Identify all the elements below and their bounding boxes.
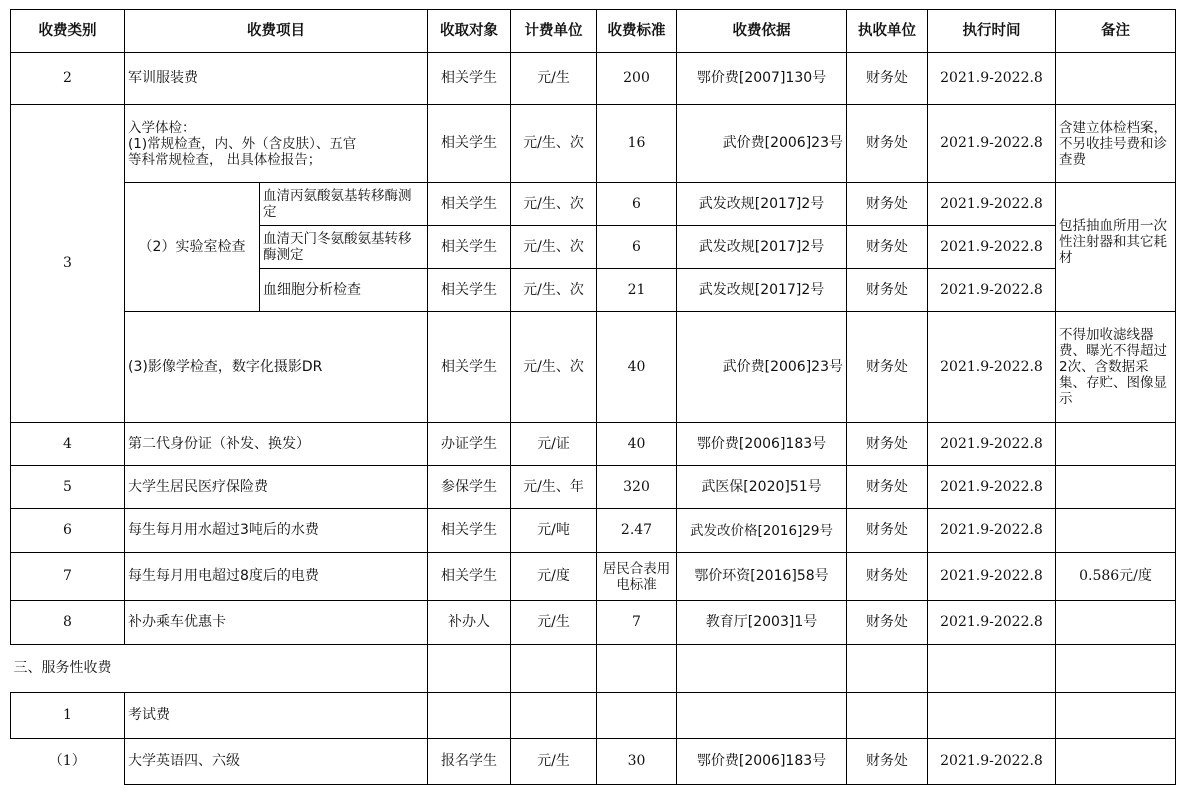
collector-cell: 财务处	[847, 601, 928, 645]
item-cell: 血细胞分析检查	[260, 269, 428, 312]
header-note: 备注	[1056, 10, 1176, 53]
empty-cell	[928, 693, 1056, 739]
basis-cell: 武价费[2006]23号	[677, 105, 847, 183]
period-cell: 2021.9-2022.8	[928, 423, 1056, 466]
note-cell: 不得加收滤线器费、曝光不得超过2次、含数据采集、存贮、图像显示	[1056, 312, 1176, 423]
empty-cell	[847, 645, 928, 693]
unit-cell: 元/生、次	[511, 105, 597, 183]
standard-cell: 200	[597, 53, 677, 105]
empty-cell	[1056, 693, 1176, 739]
unit-cell: 元/生	[511, 739, 597, 785]
standard-cell: 2.47	[597, 509, 677, 553]
period-cell: 2021.9-2022.8	[928, 105, 1056, 183]
basis-cell: 教育厅[2003]1号	[677, 601, 847, 645]
note-cell	[1056, 53, 1176, 105]
collector-cell: 财务处	[847, 53, 928, 105]
period-cell: 2021.9-2022.8	[928, 466, 1056, 509]
category-cell: 7	[11, 553, 125, 601]
item-cell: 大学生居民医疗保险费	[125, 466, 428, 509]
header-collector: 执收单位	[847, 10, 928, 53]
target-cell: 报名学生	[428, 739, 511, 785]
unit-cell: 元/生、年	[511, 466, 597, 509]
standard-cell: 16	[597, 105, 677, 183]
note-cell	[1056, 423, 1176, 466]
target-cell: 相关学生	[428, 553, 511, 601]
category-cell: 3	[11, 105, 125, 423]
note-cell: 包括抽血所用一次性注射器和其它耗材	[1056, 183, 1176, 312]
basis-cell: 武发改规[2017]2号	[677, 269, 847, 312]
unit-cell: 元/度	[511, 553, 597, 601]
empty-cell	[597, 645, 677, 693]
item-cell: 第二代身份证（补发、换发）	[125, 423, 428, 466]
item-cell: 血清天门冬氨酸氨基转移酶测定	[260, 226, 428, 269]
category-cell: 2	[11, 53, 125, 105]
collector-cell: 财务处	[847, 466, 928, 509]
category-cell: 6	[11, 509, 125, 553]
target-cell: 参保学生	[428, 466, 511, 509]
target-cell: 相关学生	[428, 226, 511, 269]
period-cell: 2021.9-2022.8	[928, 183, 1056, 226]
fee-table	[10, 9, 1176, 785]
target-cell: 相关学生	[428, 312, 511, 423]
empty-cell	[677, 645, 847, 693]
header-row	[11, 10, 1176, 53]
category-cell: （1）	[48, 753, 86, 770]
basis-cell: 鄂价费[2006]183号	[677, 423, 847, 466]
note-cell	[1056, 466, 1176, 509]
basis-cell: 武发改规[2017]2号	[677, 183, 847, 226]
category-cell: 4	[11, 423, 125, 466]
standard-cell: 7	[597, 601, 677, 645]
item-line: 等科常规检查， 出具体检报告；	[128, 151, 322, 168]
standard-cell: 6	[597, 226, 677, 269]
unit-cell: 元/生、次	[511, 183, 597, 226]
table-row	[11, 312, 1176, 423]
section-row	[11, 645, 1176, 693]
standard-cell: 40	[597, 312, 677, 423]
header-item: 收费项目	[125, 10, 428, 53]
note-cell	[1056, 601, 1176, 645]
item-cell: 每生每月用水超过3吨后的水费	[125, 509, 428, 553]
standard-cell: 320	[597, 466, 677, 509]
table-row	[11, 105, 1176, 183]
note-cell	[1056, 739, 1176, 785]
item-cell: 每生每月用电超过8度后的电费	[125, 553, 428, 601]
header-basis: 收费依据	[677, 10, 847, 53]
item-cell: 补办乘车优惠卡	[125, 601, 428, 645]
table-row	[11, 693, 1176, 739]
period-cell: 2021.9-2022.8	[928, 553, 1056, 601]
collector-cell: 财务处	[847, 105, 928, 183]
collector-cell: 财务处	[847, 183, 928, 226]
empty-cell	[428, 693, 511, 739]
table-row	[11, 183, 1176, 226]
header-standard: 收费标准	[597, 10, 677, 53]
header-category: 收费类别	[11, 10, 125, 53]
empty-cell	[597, 693, 677, 739]
note-cell: 含建立体检档案，不另收挂号费和诊查费	[1056, 105, 1176, 183]
period-cell: 2021.9-2022.8	[928, 601, 1056, 645]
target-cell: 相关学生	[428, 53, 511, 105]
unit-cell: 元/生、次	[511, 226, 597, 269]
header-unit: 计费单位	[511, 10, 597, 53]
period-cell: 2021.9-2022.8	[928, 312, 1056, 423]
header-period: 执行时间	[928, 10, 1056, 53]
table-row	[11, 739, 1176, 785]
item-cell	[125, 105, 428, 183]
empty-cell	[847, 693, 928, 739]
target-cell: 相关学生	[428, 269, 511, 312]
section-title: 三、服务性收费	[11, 645, 428, 693]
item-cell: 考试费	[125, 693, 428, 739]
target-cell: 办证学生	[428, 423, 511, 466]
item-cell: 军训服装费	[125, 53, 428, 105]
empty-cell	[1056, 645, 1176, 693]
table-row	[11, 509, 1176, 553]
basis-cell: 武医保[2020]51号	[677, 466, 847, 509]
category-cell: 1	[11, 693, 125, 739]
collector-cell: 财务处	[847, 509, 928, 553]
table-row	[11, 423, 1176, 466]
item-cell: 大学英语四、六级	[125, 739, 428, 785]
header-target: 收取对象	[428, 10, 511, 53]
collector-cell: 财务处	[847, 226, 928, 269]
collector-cell: 财务处	[847, 739, 928, 785]
unit-cell: 元/生、次	[511, 312, 597, 423]
collector-cell: 财务处	[847, 312, 928, 423]
basis-cell: 鄂价环资[2016]58号	[677, 553, 847, 601]
standard-cell: 6	[597, 183, 677, 226]
target-cell: 相关学生	[428, 105, 511, 183]
item-line: 入学体检：	[128, 119, 196, 136]
standard-cell: 居民合表用电标准	[597, 553, 677, 601]
empty-cell	[677, 693, 847, 739]
period-cell: 2021.9-2022.8	[928, 509, 1056, 553]
collector-cell: 财务处	[847, 553, 928, 601]
item-cell: 血清丙氨酸氨基转移酶测定	[260, 183, 428, 226]
period-cell: 2021.9-2022.8	[928, 739, 1056, 785]
unit-cell: 元/证	[511, 423, 597, 466]
empty-cell	[511, 645, 597, 693]
item-cell: (3)影像学检查，数字化摄影DR	[125, 312, 428, 423]
item-line: (1)常规检查，内、外（含皮肤）、五官	[128, 135, 357, 152]
basis-cell: 武价费[2006]23号	[677, 312, 847, 423]
collector-cell: 财务处	[847, 423, 928, 466]
period-cell: 2021.9-2022.8	[928, 226, 1056, 269]
period-cell: 2021.9-2022.8	[928, 53, 1056, 105]
category-cell: 8	[11, 601, 125, 645]
basis-cell: 鄂价费[2007]130号	[677, 53, 847, 105]
empty-cell	[928, 645, 1056, 693]
target-cell: 相关学生	[428, 509, 511, 553]
standard-cell: 40	[597, 423, 677, 466]
period-cell: 2021.9-2022.8	[928, 269, 1056, 312]
category-cell: 5	[11, 466, 125, 509]
empty-cell	[511, 693, 597, 739]
collector-cell: 财务处	[847, 269, 928, 312]
table-row	[11, 553, 1176, 601]
unit-cell: 元/生	[511, 601, 597, 645]
table-row	[11, 466, 1176, 509]
note-cell: 0.586元/度	[1056, 553, 1176, 601]
unit-cell: 元/生	[511, 53, 597, 105]
basis-cell: 武发改规[2017]2号	[677, 226, 847, 269]
standard-cell: 30	[597, 739, 677, 785]
note-cell	[1056, 509, 1176, 553]
table-row	[11, 53, 1176, 105]
basis-cell: 武发改价格[2016]29号	[677, 509, 847, 553]
basis-cell: 鄂价费[2006]183号	[677, 739, 847, 785]
target-cell: 相关学生	[428, 183, 511, 226]
table-row	[11, 601, 1176, 645]
target-cell: 补办人	[428, 601, 511, 645]
lab-group-cell: （2）实验室检查	[125, 183, 260, 312]
standard-cell: 21	[597, 269, 677, 312]
unit-cell: 元/生、次	[511, 269, 597, 312]
empty-cell	[428, 645, 511, 693]
unit-cell: 元/吨	[511, 509, 597, 553]
